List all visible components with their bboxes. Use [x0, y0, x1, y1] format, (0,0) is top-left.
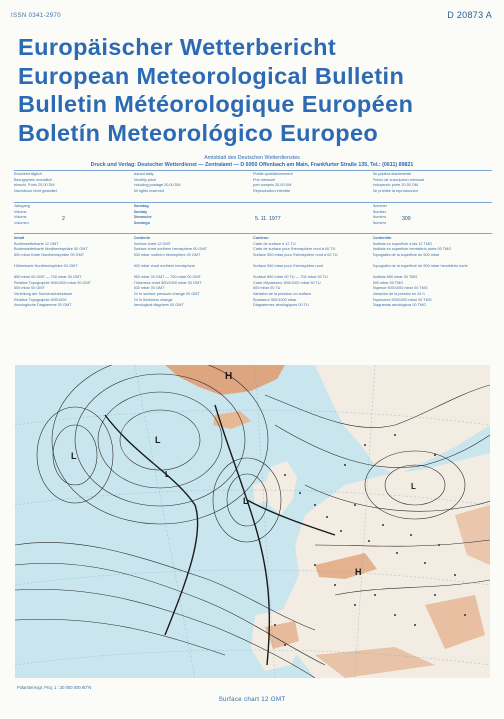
date-value: 5. 11. 1977 [255, 216, 281, 222]
title-french: Bulletin Météorologique Européen [18, 91, 414, 117]
subscription-info [14, 172, 492, 202]
low-pressure-label: L [155, 435, 161, 445]
low-pressure-label: L [165, 470, 170, 479]
high-pressure-label: H [225, 371, 233, 382]
volume-value: 2 [62, 216, 65, 222]
title-german: Europäischer Wetterbericht [18, 34, 337, 60]
number-value: 309 [402, 216, 411, 222]
info-english: Issued daily Monthly price including postage 20,00 DM All rights reserved [133, 172, 181, 193]
ireland-landmass [253, 481, 267, 505]
info-french: Publié quotidiennement Prix mensuel port compris 20,00 DM Reproduction interdite [253, 172, 293, 193]
high-pressure-label: H [355, 567, 362, 577]
surface-weather-map [15, 365, 490, 678]
issn-number: ISSN 0341-2970 [11, 13, 61, 19]
low-pressure-label: L [411, 482, 416, 491]
volume-labels: Jahrgang Volume Volume Volumen [14, 204, 30, 225]
title-english: European Meteorological Bulletin [18, 62, 405, 89]
day-labels: Sonntag Sunday Dimanche Domingo [133, 204, 152, 225]
map-scale: Polarstereogr. Proj. 1 : 20 000 000 60°N [17, 685, 92, 690]
info-spanish: Se publica diariamente Precio de suscripción mensual incluyendo porte 20,00 DM Se prohibe la reproducción [372, 172, 424, 193]
issue-info [14, 204, 492, 232]
contents-table [14, 236, 492, 336]
low-pressure-label: L [71, 451, 77, 461]
divider [14, 202, 492, 203]
contents-english: Contents Surface chart 12 GMT Surface chart northern hemisphere 00 GMT 500 mbar northern hemisphere 00 GMT 500 mbar chart northern hemisphere 850 mbar 00 GMT — 700 mbar 00 GMT Thickness chart 500/1000 mbar 00 GMT 500 mbar 00 GMT 24 hr surface pressure change 00 GMT 24 hr thickness change Aerological diagrams 00 GMT [133, 236, 207, 308]
map-caption: Surface chart 12 GMT [218, 696, 286, 703]
number-labels: Nummer Number Numéro Número [372, 204, 388, 225]
info-german: Erscheint täglich Bezugspreis monatlich einschl. Porto 20,00 DM Nachdruck nicht gestattet [14, 172, 57, 193]
contents-spanish: Contenido Análisis en superficie a las 12 TMG Análisis en superficie hemisferio norte 00 TMG Topografía de la superficie de 500 mbar Topografía de la superficie de 500 mbar hemisferio norte Análisis 850 mbar 00 TMG 500 mbar 00 TMG Espesor 500/1000 mbar 00 TMG Variación de la presión en 24 h Espesores 500/1000 mbar 00 TMG Diagramas aerológicos 00 TMG [372, 236, 468, 308]
divider [14, 170, 492, 171]
title-spanish: Boletín Meteorológico Europeo [18, 119, 379, 146]
title-block [18, 33, 488, 147]
document-id: D 20873 A [447, 10, 492, 20]
contents-german: Inhalt Bodenwetterkarte 12 GMT Bodenwetterkarte Nordhemisphäre 00 GMT 500 mbar Karte Nordhemisphäre 00 GMT Höhenkarte Nordhemisphäre 00 GMT 850 mbar 00 GMT — 700 mbar 00 GMT Relative Topographie 500/1000 mbar 00 GMT 500 mbar 00 GMT Verteilung der Sonnenscheindauer Relative Topographie 500/1000 Aerologische Diagramme 00 GMT [14, 236, 91, 308]
publisher-address: Druck und Verlag: Deutscher Wetterdienst — Zentralamt — D 6050 Offenbach am Main, Frankfurter Straße 135, Tel.: (0611) 89821 [90, 162, 414, 168]
divider [14, 233, 492, 234]
low-pressure-label: L [243, 496, 249, 506]
contents-french: Contenu Carte de surface à 12 TU Carte de surface pour l'hémisphère nord à 00 TU Surface 500 mbar pour l'hémisphère nord à 00 TU Surface 500 mbar pour l'hémisphère nord Surface 850 mbar 00 TU — 700 mbar 00 TU Carte d'épaisseur 500/1000 mbar 00 TU 500 mbar 00 TU Variation de la pression en surface Épaisseur 500/1000 mbar Diagrammes aérologiques 00 TU [253, 236, 338, 308]
publisher-line: Amtsblatt des Deutschen Wetterdienstes [204, 155, 300, 161]
